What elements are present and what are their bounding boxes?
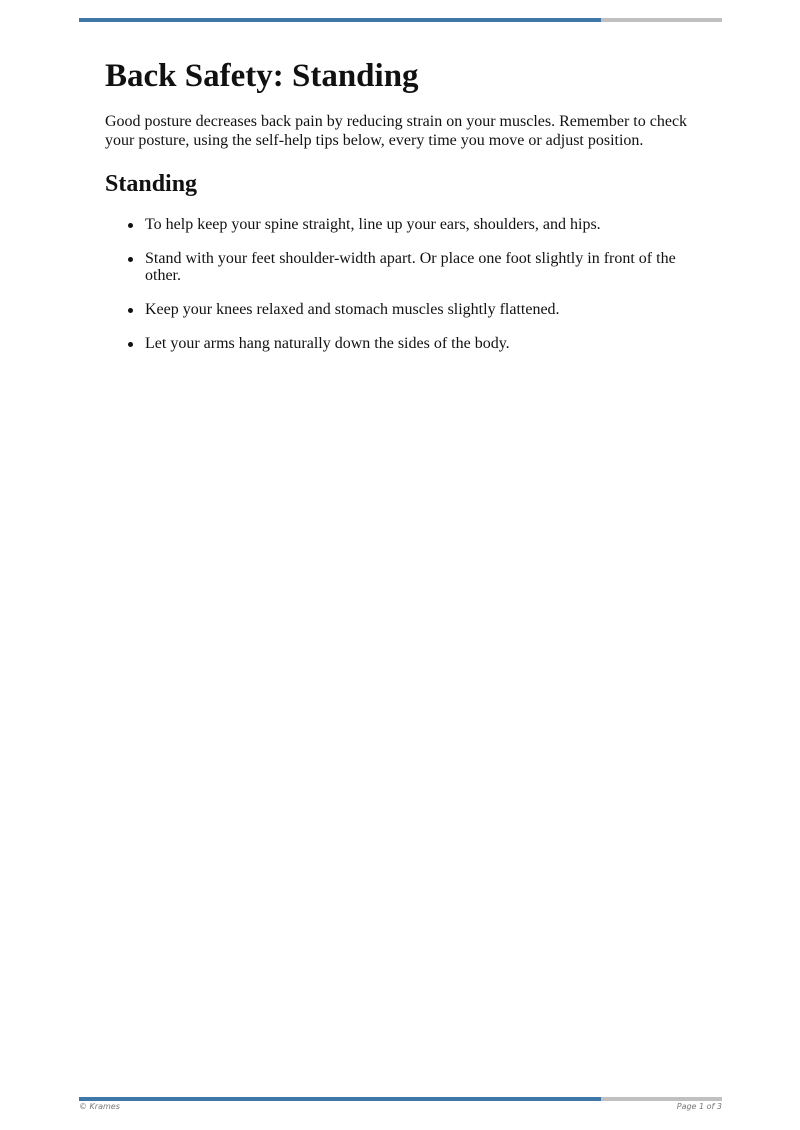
list-item [145,216,705,233]
footer-rule-rest [601,1097,722,1101]
footer-page-indicator: Page 1 of 3 [676,1102,722,1111]
list-item-text: Stand with your feet shoulder-width apart. Or place one foot slightly in front of the other. [145,250,676,284]
footer-rule-accent [79,1097,601,1101]
footer-rule [79,1097,722,1101]
list-item [145,301,705,318]
list-item-text: Keep your knees relaxed and stomach muscles slightly flattened. [145,301,560,318]
header-rule-accent [79,18,601,22]
header-rule [79,18,722,22]
tips-list [105,216,705,352]
footer-copyright: © Krames [79,1102,120,1111]
bullet-icon [128,342,133,347]
list-item [145,335,705,352]
page-title: Back Safety: Standing [105,58,419,94]
list-item-text: Let your arms hang naturally down the sides of the body. [145,335,510,352]
intro-paragraph: Good posture decreases back pain by reducing strain on your muscles. Remember to check your posture, using the self-help tips below, every time you move or adjust position. [105,113,688,149]
bullet-icon [128,223,133,228]
document-body [105,54,705,369]
list-item [145,250,705,284]
section-heading: Standing [105,171,198,197]
bullet-icon [128,308,133,313]
header-rule-rest [601,18,722,22]
bullet-icon [128,257,133,262]
list-item-text: To help keep your spine straight, line up your ears, shoulders, and hips. [145,216,601,233]
